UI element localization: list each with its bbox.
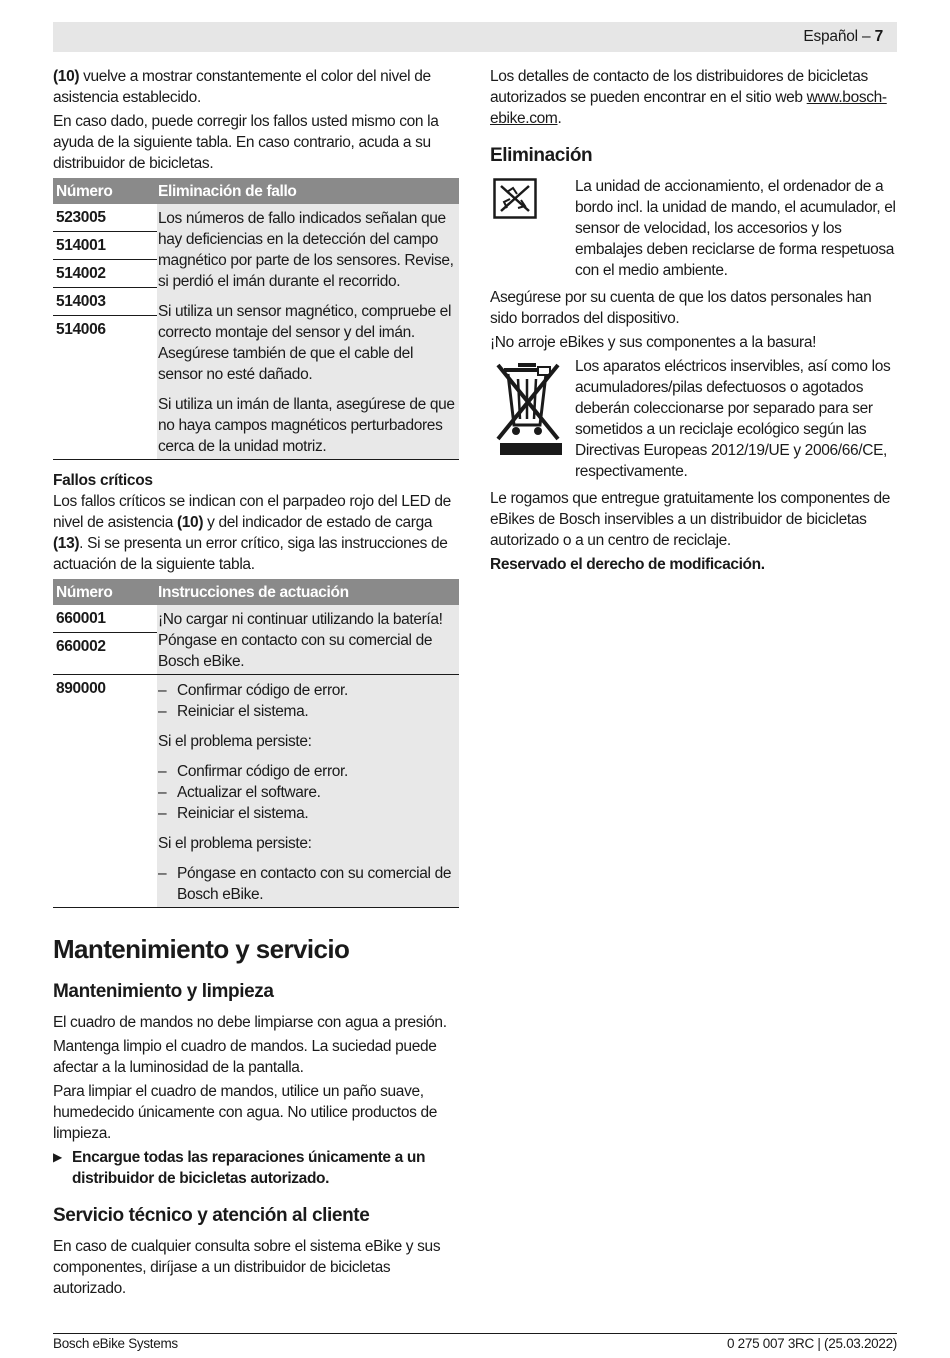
fix-paragraph: Si utiliza un sensor magnético, compruebe el correcto montaje del sensor y del imán. Asegúrese también de que el cable del sensor no esté dañado. bbox=[158, 303, 452, 383]
repair-note-text: Encargue todas las reparaciones únicamente a un distribuidor de bicicletas autorizado. bbox=[72, 1149, 426, 1187]
disposal-paragraph: La unidad de accionamiento, el ordenador de a bordo incl. la unidad de mando, el acumulador, el sensor de velocidad, los accesorios y los embalajes deben reciclarse de forma respetuosa con el medio ambiente. bbox=[575, 178, 896, 279]
action-text: ¡No cargar ni continuar utilizando la batería! Póngase en contacto con su comercial de Bosch eBike. bbox=[158, 611, 443, 670]
recycle-block bbox=[490, 176, 897, 284]
ref-10: (10) bbox=[53, 68, 80, 85]
contact-paragraph bbox=[490, 66, 897, 129]
fault-table bbox=[53, 178, 459, 460]
fault-code: 523005 bbox=[53, 204, 157, 232]
dash-bullet: – bbox=[158, 784, 167, 801]
header-text bbox=[803, 28, 883, 46]
recycling-symbol-icon bbox=[490, 176, 575, 284]
data-erase-paragraph: Asegúrese por su cuenta de que los datos personales han sido borrados del dispositivo. bbox=[490, 289, 872, 327]
column-header-number: Número bbox=[56, 583, 113, 601]
column-header-fix: Eliminación de fallo bbox=[158, 182, 297, 200]
header-language: Español bbox=[803, 28, 858, 45]
footer-company: Bosch eBike Systems bbox=[53, 1336, 178, 1351]
step-text: Reiniciar el sistema. bbox=[177, 703, 309, 720]
critical-text-b: y del indicador de estado de carga bbox=[203, 514, 433, 531]
fault-table-row bbox=[53, 204, 459, 459]
column-header-actions: Instrucciones de actuación bbox=[158, 583, 349, 601]
critical-faults-text bbox=[53, 491, 459, 575]
fault-fix-text bbox=[157, 204, 459, 459]
fault-code: 514006 bbox=[56, 321, 106, 338]
service-heading: Servicio técnico y atención al cliente bbox=[53, 1205, 370, 1226]
cleaning-paragraph: Mantenga limpio el cuadro de mandos. La suciedad puede afectar a la luminosidad de la pantalla. bbox=[53, 1038, 437, 1076]
action-table-row bbox=[53, 674, 459, 907]
page-number: 7 bbox=[874, 28, 883, 45]
fix-paragraph: Los números de fallo indicados señalan que hay deficiencias en la detección del campo magnético por parte de los sensores. Revise, si perdió el imán durante el recorrido. bbox=[158, 210, 454, 290]
action-table-row bbox=[53, 605, 459, 674]
repair-note bbox=[53, 1147, 459, 1189]
footer-divider bbox=[53, 1333, 897, 1334]
fault-code: 514001 bbox=[53, 232, 157, 260]
action-codes bbox=[53, 675, 157, 907]
return-paragraph: Le rogamos que entregue gratuitamente los componentes de eBikes de Bosch inservibles a un distribuidor de bicicletas autorizado o a un centro de reciclaje. bbox=[490, 490, 891, 549]
no-trash-paragraph: ¡No arroje eBikes y sus componentes a la basura! bbox=[490, 334, 817, 351]
step-text: Actualizar el software. bbox=[177, 784, 321, 801]
bosch-ebike-link[interactable]: www.bosch-ebike.com bbox=[490, 89, 887, 127]
triangle-arrow-icon: ▶ bbox=[53, 1150, 62, 1164]
header-separator: – bbox=[857, 28, 875, 45]
dash-bullet: – bbox=[158, 805, 167, 822]
persist-note: Si el problema persiste: bbox=[158, 835, 312, 852]
step-text: Confirmar código de error. bbox=[177, 763, 348, 780]
contact-text: Los detalles de contacto de los distribuidores de bicicletas autorizados se pueden encontrar en el sitio web bbox=[490, 68, 868, 106]
critical-text-c: . Si se presenta un error crítico, siga las instrucciones de actuación de la siguiente tabla. bbox=[53, 535, 448, 573]
dash-bullet: – bbox=[158, 763, 167, 780]
action-steps bbox=[157, 675, 459, 907]
critical-faults-title: Fallos críticos bbox=[53, 472, 153, 489]
left-column bbox=[53, 66, 459, 1302]
step-item bbox=[158, 701, 455, 722]
step-group-1 bbox=[158, 680, 455, 722]
reserved-notice: Reservado el derecho de modificación. bbox=[490, 556, 765, 573]
right-column bbox=[490, 66, 897, 578]
step-item bbox=[158, 803, 455, 824]
ref-10: (10) bbox=[176, 514, 204, 531]
column-header-number: Número bbox=[56, 182, 113, 200]
action-codes bbox=[53, 605, 157, 674]
cleaning-heading: Mantenimiento y limpieza bbox=[53, 981, 274, 1002]
step-text: Póngase en contacto con su comercial de Bosch eBike. bbox=[177, 865, 452, 903]
action-table bbox=[53, 579, 459, 908]
error-code: 660001 bbox=[53, 605, 157, 633]
service-paragraph: En caso de cualquier consulta sobre el sistema eBike y sus componentes, diríjase a un distribuidor de bicicletas autorizado. bbox=[53, 1238, 441, 1297]
dash-bullet: – bbox=[158, 865, 167, 882]
critical-text-a: Los fallos críticos se indican con el parpadeo rojo del LED de nivel de asistencia bbox=[53, 493, 451, 531]
page-header bbox=[53, 22, 897, 52]
dash-bullet: – bbox=[158, 682, 167, 699]
fault-codes bbox=[53, 204, 157, 459]
fault-table-header bbox=[53, 178, 459, 204]
weee-paragraph: Los aparatos eléctricos inservibles, así como los acumuladores/pilas defectuosos o agotados deberán coleccionarse por separado para ser sometidos a un reciclaje ecológico según las Directivas Europeas 2012/19/UE y 2006/66/CE, respectivamente. bbox=[575, 358, 891, 480]
step-item bbox=[158, 680, 455, 701]
step-text: Reiniciar el sistema. bbox=[177, 805, 309, 822]
error-code: 660002 bbox=[56, 638, 106, 655]
fault-code: 514002 bbox=[53, 260, 157, 288]
cleaning-paragraph: Para limpiar el cuadro de mandos, utilice un paño suave, humedecido únicamente con agua. No utilice productos de limpieza. bbox=[53, 1083, 438, 1142]
step-item bbox=[158, 782, 455, 803]
intro-paragraph-1 bbox=[53, 66, 459, 108]
step-group-3 bbox=[158, 863, 455, 905]
contact-end: . bbox=[557, 110, 562, 127]
action-table-header bbox=[53, 579, 459, 605]
step-text: Confirmar código de error. bbox=[177, 682, 348, 699]
disposal-heading: Eliminación bbox=[490, 145, 593, 166]
fix-paragraph: Si utiliza un imán de llanta, asegúrese de que no haya campos magnéticos perturbadores cerca de la unidad motriz. bbox=[158, 396, 455, 455]
intro-paragraph-2: En caso dado, puede corregir los fallos usted mismo con la ayuda de la siguiente tabla. En caso contrario, acuda a su distribuidor de bicicletas. bbox=[53, 113, 439, 172]
error-code: 890000 bbox=[56, 680, 106, 697]
crossed-out-bin-icon bbox=[490, 356, 575, 485]
footer-doc-id: 0 275 007 3RC | (25.03.2022) bbox=[727, 1336, 897, 1351]
maintenance-heading: Mantenimiento y servicio bbox=[53, 934, 350, 964]
dash-bullet: – bbox=[158, 703, 167, 720]
weee-block bbox=[490, 356, 897, 485]
ref-13: (13) bbox=[53, 535, 80, 552]
step-item bbox=[158, 863, 455, 905]
step-group-2 bbox=[158, 761, 455, 824]
cleaning-paragraph: El cuadro de mandos no debe limpiarse con agua a presión. bbox=[53, 1014, 447, 1031]
persist-note: Si el problema persiste: bbox=[158, 733, 312, 750]
intro-1-text: vuelve a mostrar constantemente el color del nivel de asistencia establecido. bbox=[53, 68, 431, 106]
fault-code: 514003 bbox=[53, 288, 157, 316]
step-item bbox=[158, 761, 455, 782]
